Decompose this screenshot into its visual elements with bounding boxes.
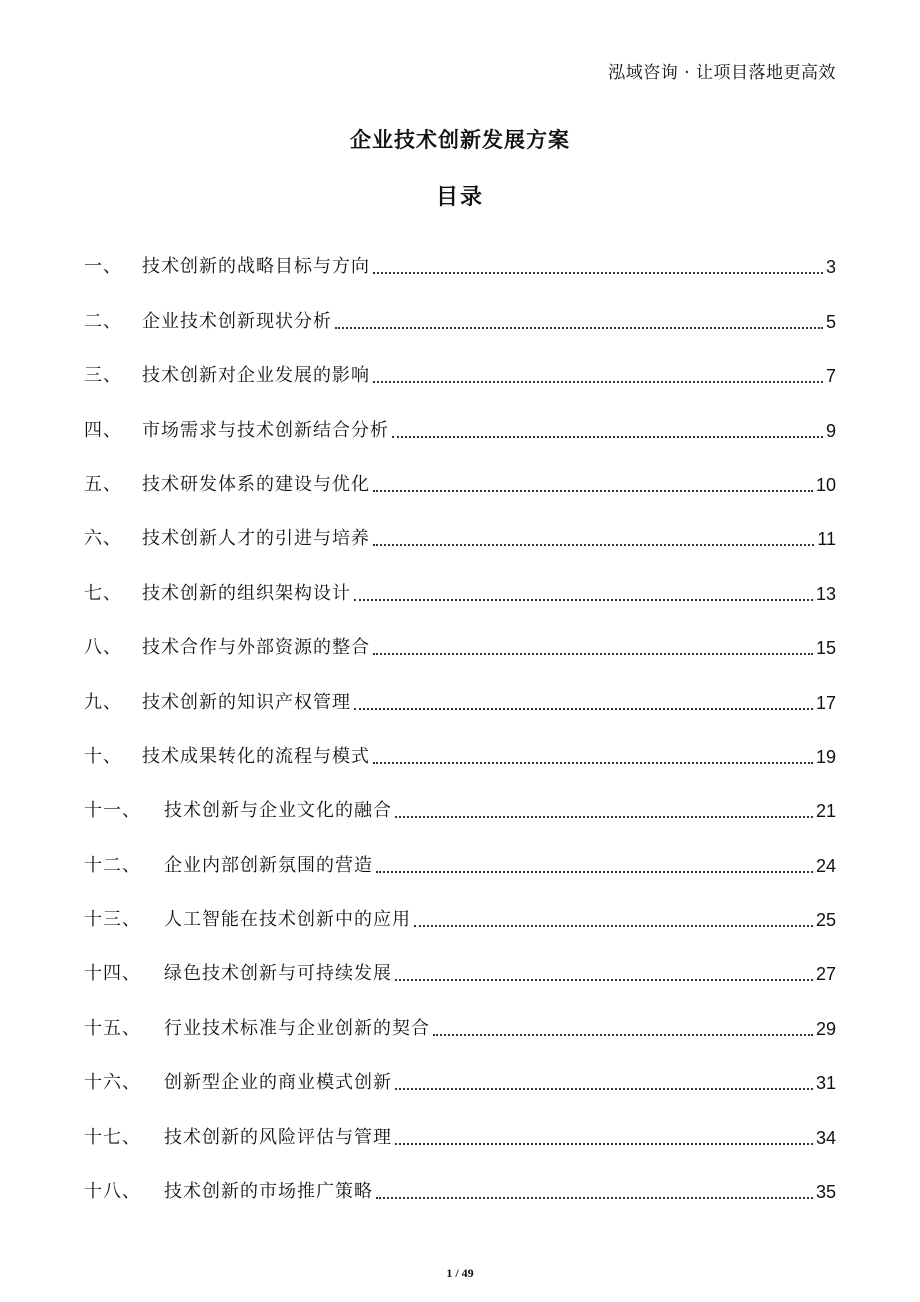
toc-entry-15[interactable] [84,997,836,1051]
toc-dot-leader [373,489,813,492]
toc-dot-leader [354,598,813,601]
toc-entry-title: 创新型企业的商业模式创新 [164,1072,392,1094]
toc-entry-14[interactable] [84,943,836,997]
toc-entry-title: 绿色技术创新与可持续发展 [164,963,392,985]
toc-dot-leader [414,924,813,927]
toc-entry-number: 十三、 [84,909,141,931]
toc-entry-11[interactable] [84,780,836,834]
toc-entry-page: 15 [815,638,836,659]
toc-entry-number: 六、 [84,528,122,550]
toc-entry-title: 技术合作与外部资源的整合 [142,637,370,659]
toc-entry-page: 13 [815,583,836,604]
toc-entry-page: 29 [815,1018,836,1039]
toc-entry-title: 技术创新人才的引进与培养 [142,528,370,550]
toc-entry-title: 技术创新的组织架构设计 [142,582,351,604]
toc-entry-number: 十一、 [84,800,141,822]
toc-entry-page: 3 [825,257,836,278]
toc-entry-page: 10 [815,474,836,495]
toc-entry-number: 十七、 [84,1126,141,1148]
toc-entry-page: 35 [815,1182,836,1203]
page-indicator: 1 / 49 [446,1266,474,1280]
toc-entry-title: 技术创新的风险评估与管理 [164,1126,392,1148]
toc-entry-17[interactable] [84,1106,836,1160]
toc-entry-title: 行业技术标准与企业创新的契合 [164,1017,430,1039]
toc-entry-page: 11 [817,529,836,550]
toc-dot-leader [354,707,813,710]
toc-entry-title: 技术创新与企业文化的融合 [164,800,392,822]
toc-entry-title: 企业技术创新现状分析 [142,310,332,332]
toc-entry-5[interactable] [84,454,836,508]
toc-dot-leader [373,761,813,764]
toc-entry-1[interactable] [84,236,836,290]
toc-entry-number: 十四、 [84,963,141,985]
toc-entry-number: 十八、 [84,1181,141,1203]
toc-dot-leader [376,1196,813,1199]
toc-entry-7[interactable] [84,562,836,616]
toc-entry-number: 八、 [84,637,122,659]
toc-entry-10[interactable] [84,726,836,780]
toc-dot-leader [395,978,813,981]
toc-entry-page: 9 [825,420,836,441]
toc-entry-page: 25 [815,910,836,931]
toc-dot-leader [373,380,823,383]
table-of-contents [84,236,836,1215]
toc-entry-3[interactable] [84,345,836,399]
toc-entry-9[interactable] [84,671,836,725]
toc-entry-number: 二、 [84,310,122,332]
toc-entry-title: 企业内部创新氛围的营造 [164,854,373,876]
toc-entry-number: 九、 [84,691,122,713]
toc-entry-page: 21 [815,801,836,822]
toc-entry-page: 24 [815,855,836,876]
toc-entry-2[interactable] [84,290,836,344]
toc-entry-page: 31 [815,1073,836,1094]
toc-entry-6[interactable] [84,508,836,562]
toc-dot-leader [395,1087,813,1090]
toc-entry-title: 技术创新的知识产权管理 [142,691,351,713]
toc-entry-title: 技术创新的战略目标与方向 [142,256,370,278]
toc-entry-number: 四、 [84,419,122,441]
toc-dot-leader [373,543,814,546]
toc-entry-4[interactable] [84,399,836,453]
toc-entry-number: 十五、 [84,1017,141,1039]
header-brand: 泓域咨询 · 让项目落地更高效 [608,63,836,83]
toc-heading: 目录 [435,185,484,210]
document-title: 企业技术创新发展方案 [350,128,570,152]
toc-dot-leader [373,271,823,274]
toc-entry-title: 技术创新的市场推广策略 [164,1181,373,1203]
toc-entry-8[interactable] [84,617,836,671]
toc-entry-page: 17 [815,692,836,713]
toc-entry-number: 一、 [84,256,122,278]
toc-entry-page: 27 [815,964,836,985]
toc-entry-page: 19 [815,746,836,767]
toc-entry-page: 34 [815,1127,836,1148]
toc-entry-title: 市场需求与技术创新结合分析 [142,419,389,441]
toc-dot-leader [395,1142,813,1145]
toc-dot-leader [376,870,813,873]
toc-entry-12[interactable] [84,834,836,888]
toc-entry-number: 十二、 [84,854,141,876]
toc-entry-number: 十、 [84,745,122,767]
toc-entry-page: 5 [825,311,836,332]
toc-entry-18[interactable] [84,1161,836,1215]
toc-dot-leader [433,1033,813,1036]
toc-entry-16[interactable] [84,1052,836,1106]
toc-entry-title: 技术创新对企业发展的影响 [142,365,370,387]
toc-dot-leader [335,326,823,329]
toc-entry-title: 技术研发体系的建设与优化 [142,473,370,495]
toc-dot-leader [392,435,823,438]
toc-entry-number: 十六、 [84,1072,141,1094]
toc-entry-number: 三、 [84,365,122,387]
toc-entry-title: 技术成果转化的流程与模式 [142,745,370,767]
toc-dot-leader [373,652,813,655]
toc-entry-page: 7 [825,366,836,387]
toc-entry-number: 七、 [84,582,122,604]
toc-dot-leader [395,815,813,818]
toc-entry-number: 五、 [84,473,122,495]
toc-entry-13[interactable] [84,889,836,943]
toc-entry-title: 人工智能在技术创新中的应用 [164,909,411,931]
